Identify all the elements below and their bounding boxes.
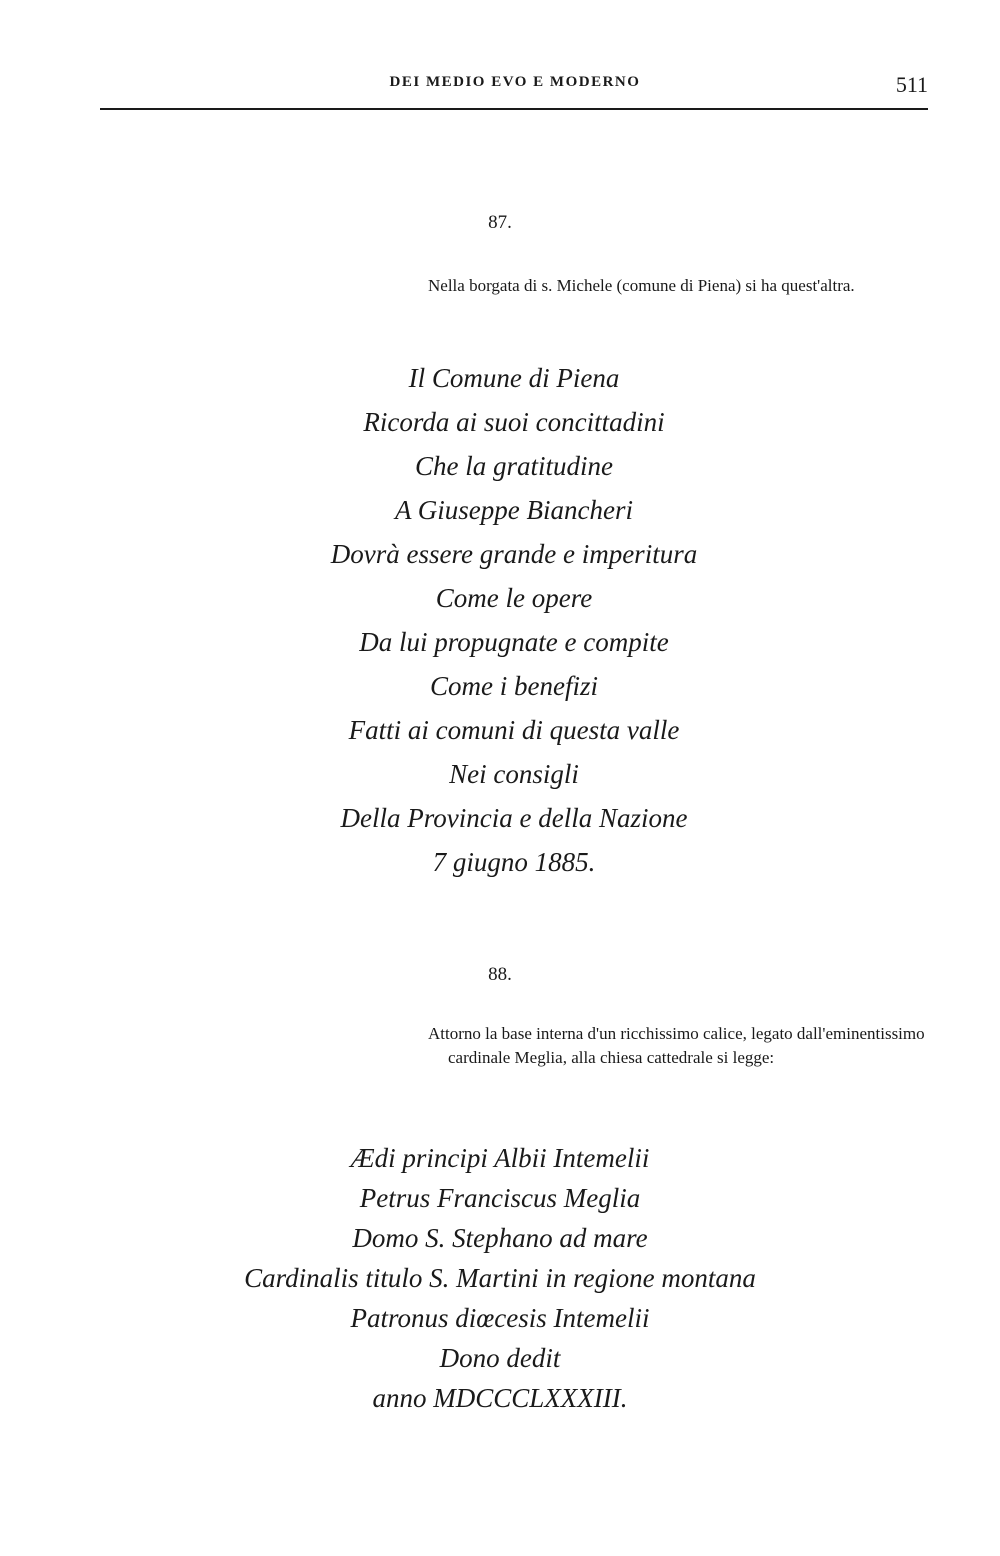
running-head (0, 72, 1000, 102)
inscription-87 (14, 356, 1000, 884)
inscription-line: Nei consigli (449, 759, 579, 789)
inscription-line: Il Comune di Piena (408, 363, 620, 393)
inscription-line: Che la gratitudine (415, 451, 613, 481)
inscription-line: Della Provincia e della Nazione (340, 803, 688, 833)
entry-note-text: Attorno la base interna d'un ricchissimo calice, legato dall'eminentissimo cardinale Meglia, alla chiesa cattedrale si legge: (428, 1024, 925, 1067)
inscription-line: Petrus Franciscus Meglia (359, 1183, 641, 1213)
inscription-line: anno MDCCCLXXXIII. (372, 1383, 628, 1413)
inscription-line: 7 giugno 1885. (432, 847, 596, 877)
inscription-88 (0, 1138, 1000, 1418)
inscription-line: Da lui propugnate e compite (359, 627, 669, 657)
inscription-line: Ædi principi Albii Intemelii (350, 1143, 650, 1173)
inscription-line: Cardinalis titulo S. Martini in regione montana (244, 1263, 756, 1293)
running-title: DEI MEDIO EVO E MODERNO (389, 74, 641, 90)
inscription-line: Dono dedit (439, 1343, 561, 1373)
entry-note-88 (428, 1022, 928, 1070)
inscription-line: Ricorda ai suoi concittadini (363, 407, 665, 437)
inscription-line: Fatti ai comuni di questa valle (348, 715, 680, 745)
entry-number-88: 88. (488, 964, 512, 985)
header-rule (100, 108, 928, 110)
inscription-line: Patronus diœcesis Intemelii (350, 1303, 650, 1333)
inscription-line: Dovrà essere grande e imperitura (330, 539, 698, 569)
inscription-line: A Giuseppe Biancheri (395, 495, 633, 525)
entry-number-87: 87. (488, 212, 512, 233)
inscription-line: Come i benefizi (430, 671, 598, 701)
inscription-line: Come le opere (435, 583, 593, 613)
entry-note-text: Nella borgata di s. Michele (comune di Piena) si ha quest'altra. (428, 276, 855, 295)
entry-note-87 (428, 274, 928, 298)
inscription-line: Domo S. Stephano ad mare (352, 1223, 648, 1253)
page-number: 511 (895, 72, 928, 97)
